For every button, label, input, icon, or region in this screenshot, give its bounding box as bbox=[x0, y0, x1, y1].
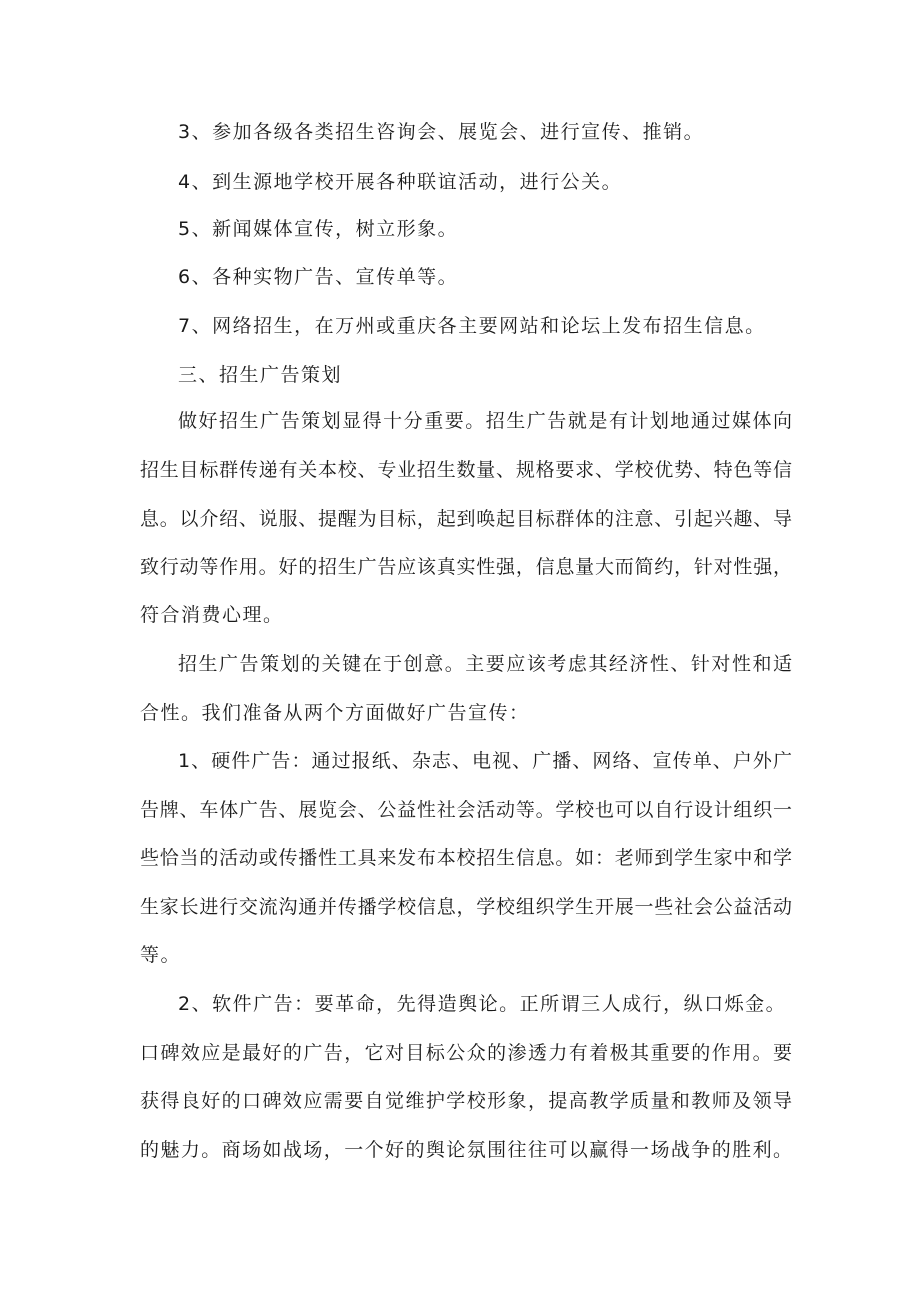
paragraph-4-line-1: 2、软件广告：要革命，先得造舆论。正所谓三人成行，纵口烁金。 bbox=[178, 993, 787, 1015]
paragraph-1-line-2: 招生目标群传递有关本校、专业招生数量、规格要求、学校优势、特色等信 bbox=[140, 459, 792, 481]
paragraph-3-line-5: 等。 bbox=[140, 944, 182, 966]
paragraph-4-line-4: 的魅力。商场如战场，一个好的舆论氛围往往可以赢得一场战争的胜利。 bbox=[140, 1139, 792, 1161]
paragraph-1-line-5: 符合消费心理。 bbox=[140, 604, 284, 626]
paragraph-1-line-3: 息。以介绍、说服、提醒为目标，起到唤起目标群体的注意、引起兴趣、导 bbox=[140, 508, 792, 530]
list-item-7: 7、网络招生，在万州或重庆各主要网站和论坛上发布招生信息。 bbox=[178, 315, 766, 337]
paragraph-1-line-4: 致行动等作用。好的招生广告应该真实性强，信息量大而简约，针对性强， bbox=[140, 556, 792, 578]
paragraph-3-line-4: 生家长进行交流沟通并传播学校信息，学校组织学生开展一些社会公益活动 bbox=[140, 896, 792, 918]
section-heading: 三、招生广告策划 bbox=[178, 364, 343, 386]
paragraph-4-line-2: 口碑效应是最好的广告，它对目标公众的渗透力有着极其重要的作用。要 bbox=[140, 1042, 792, 1064]
paragraph-4-line-3: 获得良好的口碑效应需要自觉维护学校形象，提高教学质量和教师及领导 bbox=[140, 1090, 792, 1112]
paragraph-3-line-2: 告牌、车体广告、展览会、公益性社会活动等。学校也可以自行设计组织一 bbox=[140, 799, 792, 821]
paragraph-3-line-3: 些恰当的活动或传播性工具来发布本校招生信息。如：老师到学生家中和学 bbox=[140, 847, 792, 869]
list-item-4: 4、到生源地学校开展各种联谊活动，进行公关。 bbox=[178, 171, 623, 193]
paragraph-2-line-1: 招生广告策划的关键在于创意。主要应该考虑其经济性、针对性和适 bbox=[178, 653, 792, 675]
paragraph-2-line-2: 合性。我们准备从两个方面做好广告宣传： bbox=[140, 702, 530, 724]
paragraph-1-line-1: 做好招生广告策划显得十分重要。招生广告就是有计划地通过媒体向 bbox=[178, 410, 792, 432]
paragraph-3-line-1: 1、硬件广告：通过报纸、杂志、电视、广播、网络、宣传单、户外广 bbox=[178, 750, 792, 772]
list-item-5: 5、新闻媒体宣传，树立形象。 bbox=[178, 218, 459, 240]
list-item-6: 6、各种实物广告、宣传单等。 bbox=[178, 266, 459, 288]
list-item-3: 3、参加各级各类招生咨询会、展览会、进行宣传、推销。 bbox=[178, 121, 705, 143]
